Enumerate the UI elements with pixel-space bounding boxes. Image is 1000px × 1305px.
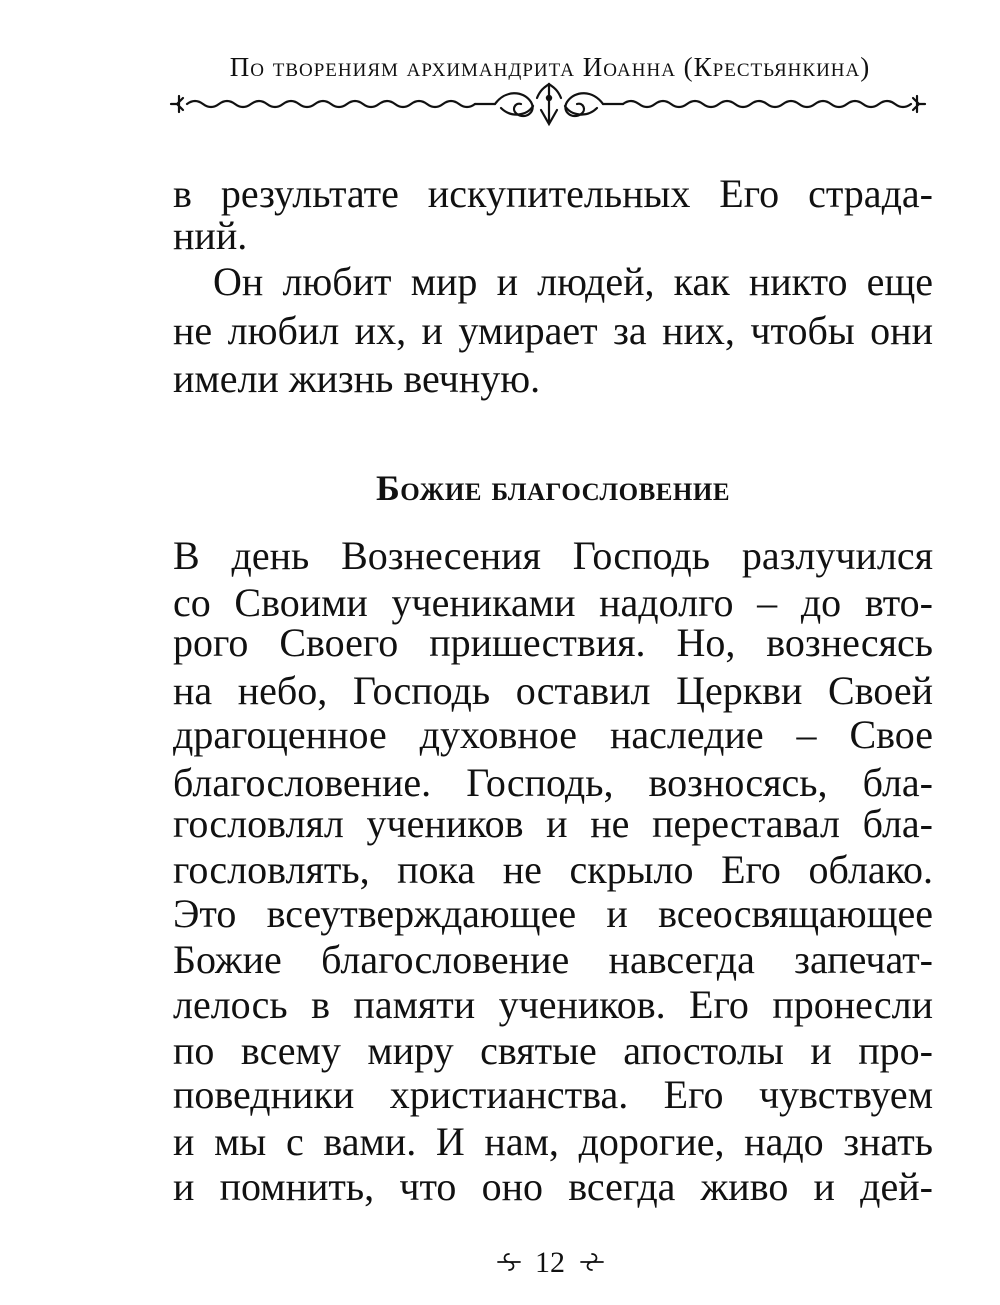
- text-line: драгоценное духовное наследие – Свое: [173, 712, 933, 757]
- page-footer: [400, 1246, 700, 1280]
- text-line: ний.: [173, 213, 248, 258]
- text-line: гословлять, пока не скрыло Его облако.: [173, 847, 933, 892]
- decorative-rule-icon: [165, 82, 935, 142]
- section-heading: Божие благословение: [375, 468, 730, 508]
- text-line: Это всеутверждающее и всеосвящающее: [173, 891, 933, 936]
- text-line: гословлял учеников и не переставал бла-: [173, 801, 933, 846]
- text-line: не любил их, и умирает за них, чтобы они: [173, 308, 933, 353]
- page-number: 12: [535, 1246, 565, 1279]
- text-line: Он любит мир и людей, как никто еще: [213, 259, 933, 304]
- text-line: поведники христианства. Его чувствуем: [173, 1072, 933, 1117]
- text-line: по всему миру святые апостолы и про-: [173, 1028, 933, 1073]
- text-line: благословение. Господь, возносясь, бла-: [173, 760, 933, 805]
- text-line: имели жизнь вечную.: [173, 356, 541, 401]
- flourish-left-icon: [496, 1251, 522, 1280]
- text-line: со Своими учениками надолго – до вто-: [173, 580, 933, 625]
- text-line: на небо, Господь оставил Церкви Своей: [173, 668, 933, 713]
- text-line: в результате искупительных Его страда-: [173, 171, 933, 216]
- text-line: и помнить, что оно всегда живо и дей-: [173, 1164, 933, 1209]
- text-line: Божие благословение навсегда запечат-: [173, 937, 933, 982]
- flourish-right-icon: [579, 1251, 605, 1280]
- text-line: лелось в памяти учеников. Его пронесли: [173, 982, 933, 1027]
- text-line: В день Вознесения Господь разлучился: [173, 533, 933, 578]
- text-line: и мы с вами. И нам, дорогие, надо знать: [173, 1119, 933, 1164]
- running-head: По творениям архимандрита Иоанна (Крестьянкина): [229, 52, 871, 82]
- text-line: рого Своего пришествия. Но, вознесясь: [173, 620, 933, 665]
